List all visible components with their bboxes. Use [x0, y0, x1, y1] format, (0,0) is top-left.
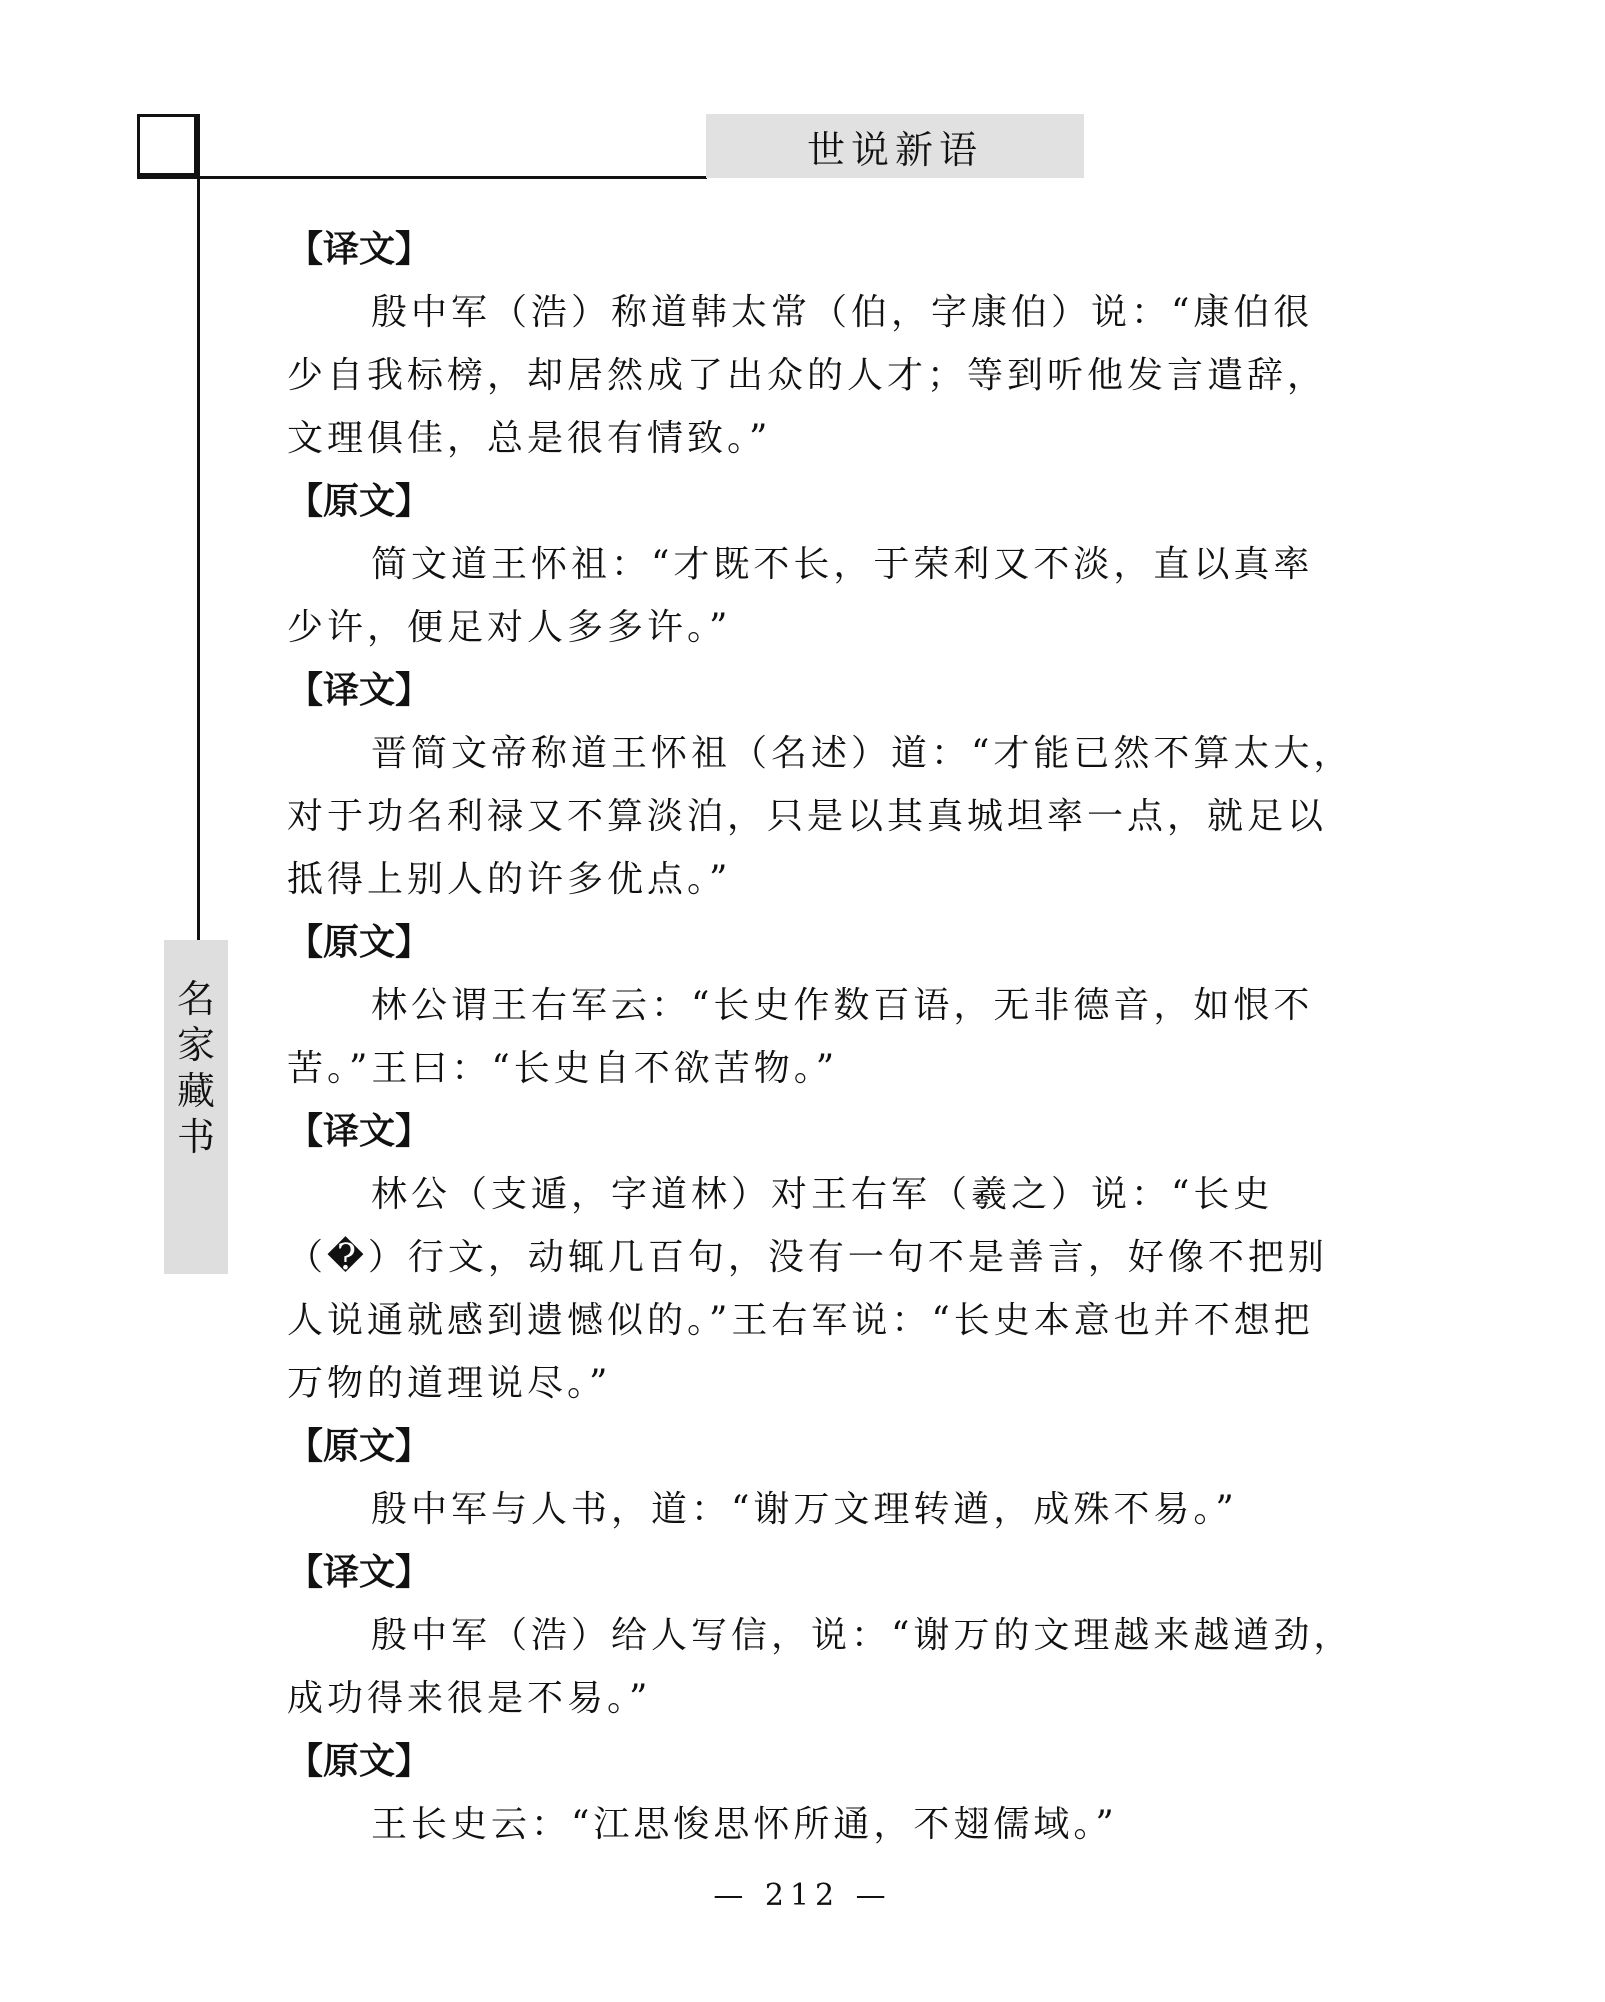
page-number: — 212 — [713, 1878, 892, 1913]
paragraph-line: （�）行文，动辄几百句，没有一句不是善言，好像不把别 [287, 1237, 1328, 1278]
paragraph-line: 少许，便足对人多多许。” [287, 607, 732, 648]
paragraph-line: 文理俱佳，总是很有情致。” [287, 418, 772, 459]
corner-box-ornament [137, 114, 197, 176]
paragraph-line: 晋简文帝称道王怀祖（名述）道：“才能已然不算太大， [371, 733, 1354, 774]
book-title: 世说新语 [806, 127, 983, 172]
page-body [287, 218, 1387, 1856]
paragraph-line: 林公（支遁，字道林）对王右军（羲之）说：“长史 [371, 1174, 1274, 1215]
paragraph-line: 苦。”王曰：“长史自不欲苦物。” [287, 1048, 839, 1089]
paragraph-line: 殷中军（浩）给人写信，说：“谢万的文理越来越遒劲， [371, 1615, 1354, 1656]
paragraph-line: 抵得上别人的许多优点。” [287, 859, 732, 900]
header-rule [137, 176, 707, 179]
paragraph-line: 殷中军（浩）称道韩太常（伯，字康伯）说：“康伯很 [371, 292, 1314, 333]
paragraph-line: 万物的道理说尽。” [287, 1363, 612, 1404]
margin-vertical-rule [197, 114, 200, 944]
section-label-original: 【原文】 [287, 922, 432, 963]
section-label-translation: 【译文】 [287, 229, 432, 270]
paragraph-line: 殷中军与人书，道：“谢万文理转遒，成殊不易。” [371, 1489, 1238, 1530]
section-label-translation: 【译文】 [287, 670, 432, 711]
section-label-translation: 【译文】 [287, 1111, 432, 1152]
paragraph-line: 简文道王怀祖：“才既不长，于荣利又不淡，直以真率 [371, 544, 1314, 585]
paragraph-line: 王长史云：“江思悛思怀所通，不翅儒域。” [371, 1804, 1118, 1845]
paragraph-line: 成功得来很是不易。” [287, 1678, 652, 1719]
section-label-translation: 【译文】 [287, 1552, 432, 1593]
paragraph-line: 少自我标榜，却居然成了出众的人才；等到听他发言遣辞， [287, 355, 1328, 396]
side-tab-char: 书 [176, 1115, 215, 1159]
paragraph-line: 林公谓王右军云：“长史作数百语，无非德音，如恨不 [371, 985, 1314, 1026]
side-tab-char: 家 [176, 1023, 215, 1067]
section-label-original: 【原文】 [287, 481, 432, 522]
section-label-original: 【原文】 [287, 1426, 432, 1467]
running-header [706, 114, 1084, 178]
side-tab [164, 940, 228, 1274]
paragraph-line: 人说通就感到遗憾似的。”王右军说：“长史本意也并不想把 [287, 1300, 1314, 1341]
section-label-original: 【原文】 [287, 1741, 432, 1782]
side-tab-char: 名 [176, 977, 215, 1021]
paragraph-line: 对于功名利禄又不算淡泊，只是以其真城坦率一点，就足以 [287, 796, 1328, 837]
side-tab-char: 藏 [176, 1069, 215, 1113]
